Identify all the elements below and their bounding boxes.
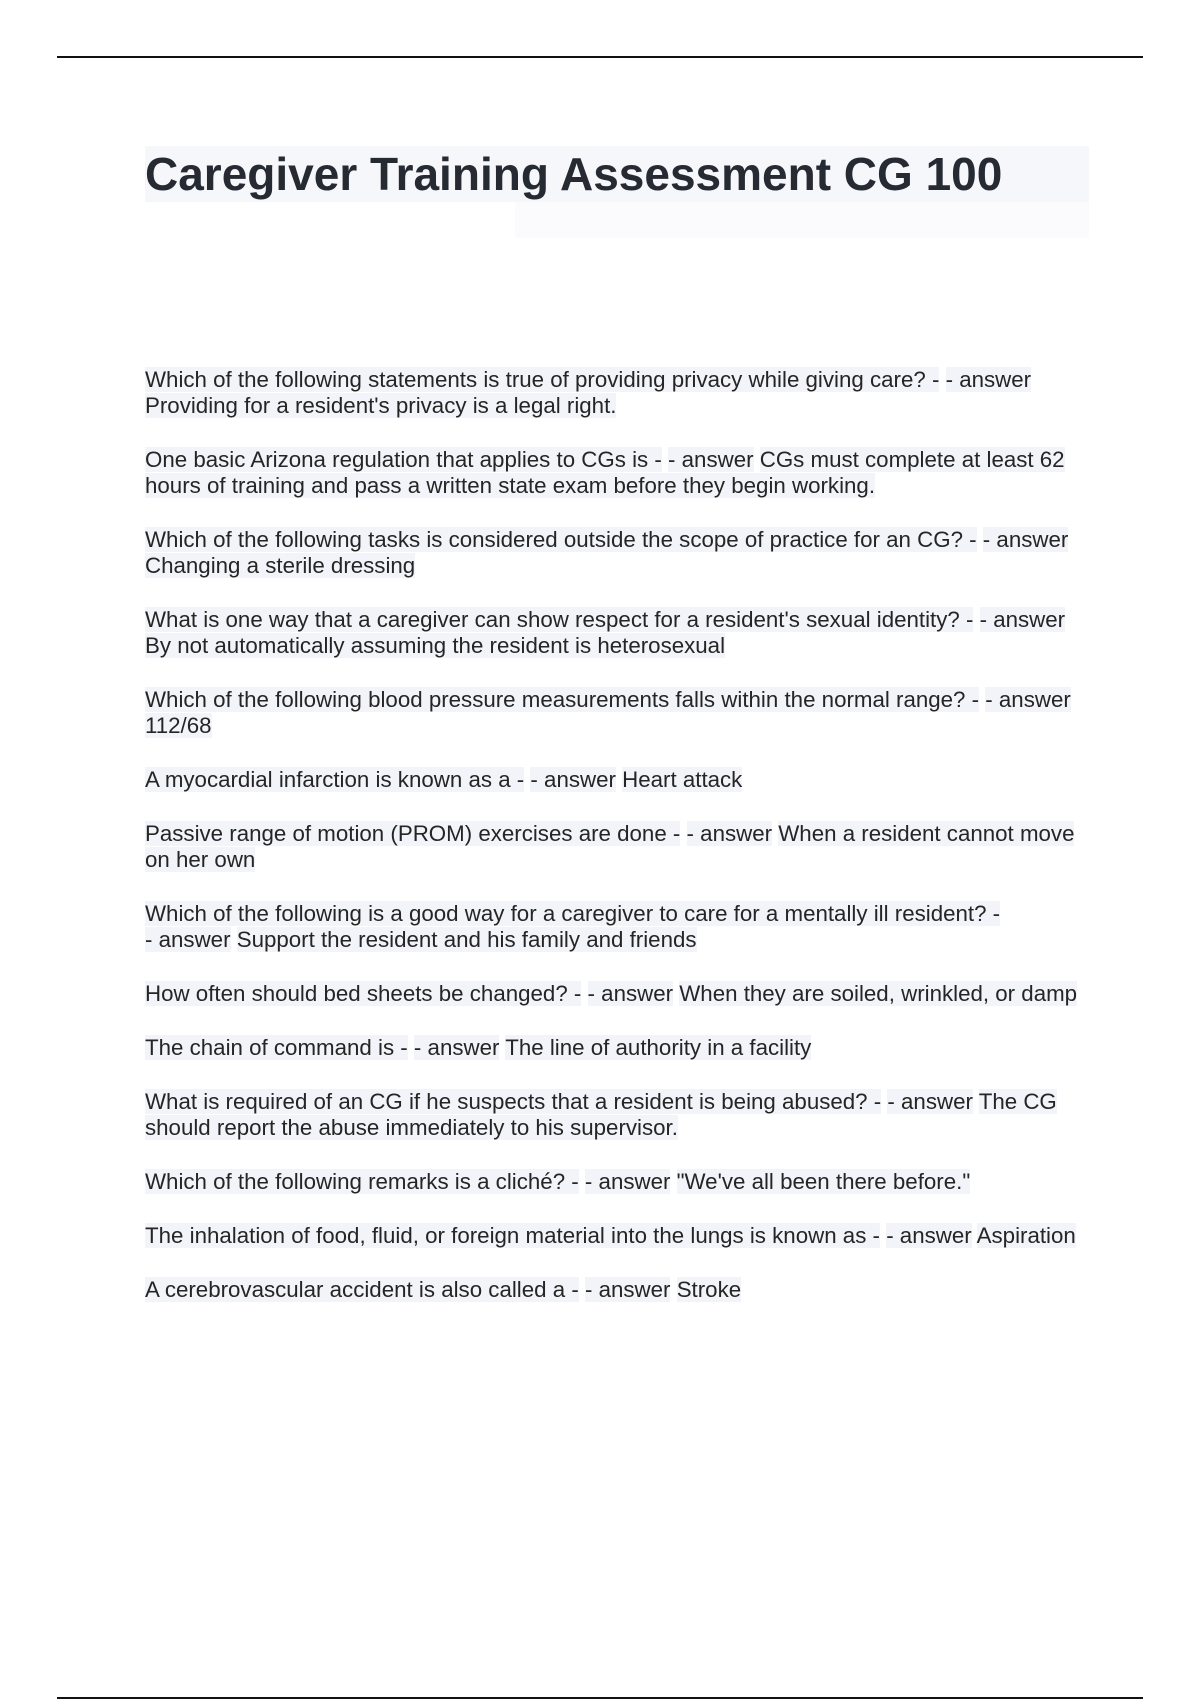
- answer-text: Changing a sterile dressing: [145, 553, 416, 578]
- answer-marker: - answer: [668, 447, 754, 472]
- answer-marker: - answer: [413, 1035, 500, 1060]
- question-text: What is required of an CG if he suspects that a resident is being abused? -: [145, 1089, 882, 1114]
- question-text: The inhalation of food, fluid, or foreign material into the lungs is known as -: [145, 1223, 880, 1248]
- answer-text: When they are soiled, wrinkled, or damp: [679, 981, 1078, 1006]
- answer-text: Stroke: [676, 1277, 742, 1302]
- question-text: Passive range of motion (PROM) exercises are done -: [145, 821, 681, 846]
- question-text: How often should bed sheets be changed? -: [145, 981, 582, 1006]
- answer-text: When a resident cannot move on her own: [145, 821, 1075, 872]
- qa-item: [145, 1089, 1090, 1141]
- qa-item: [145, 767, 1090, 793]
- answer-marker: - answer: [985, 687, 1071, 712]
- answer-marker: - answer: [584, 1277, 671, 1302]
- question-text: The chain of command is -: [145, 1035, 408, 1060]
- question-text: Which of the following blood pressure measurements falls within the normal range? -: [145, 687, 980, 712]
- bottom-rule: [57, 1697, 1143, 1699]
- answer-marker: - answer: [886, 1223, 972, 1248]
- answer-marker: - answer: [587, 981, 674, 1006]
- question-text: A myocardial infarction is known as a -: [145, 767, 525, 792]
- qa-item: [145, 1277, 1090, 1303]
- answer-text: 112/68: [145, 713, 212, 738]
- answer-marker: - answer: [686, 821, 773, 846]
- answer-text: By not automatically assuming the resident is heterosexual: [145, 633, 726, 658]
- qa-item: [145, 821, 1090, 873]
- title-highlight: [515, 202, 1089, 238]
- answer-text: Providing for a resident's privacy is a legal right.: [145, 393, 617, 418]
- question-text: One basic Arizona regulation that applies to CGs is -: [145, 447, 662, 472]
- answer-marker: - answer: [584, 1169, 671, 1194]
- qa-item: [145, 1223, 1090, 1249]
- qa-item: [145, 1035, 1090, 1061]
- qa-item: [145, 607, 1090, 659]
- answer-marker: - answer: [887, 1089, 973, 1114]
- question-text: Which of the following tasks is considered outside the scope of practice for an CG? -: [145, 527, 977, 552]
- answer-text: Aspiration: [976, 1223, 1076, 1248]
- qa-item: [145, 1169, 1090, 1195]
- qa-item: [145, 527, 1090, 579]
- answer-text: Heart attack: [622, 767, 743, 792]
- answer-text: "We've all been there before.": [676, 1169, 971, 1194]
- answer-marker: - answer: [945, 367, 1032, 392]
- question-text: Which of the following statements is true of providing privacy while giving care? -: [145, 367, 940, 392]
- qa-list: [145, 367, 1090, 1331]
- qa-item: [145, 367, 1090, 419]
- answer-marker: - answer: [145, 927, 231, 952]
- answer-text: The CG should report the abuse immediately to his supervisor.: [145, 1089, 1057, 1140]
- question-text: Which of the following remarks is a cliché? -: [145, 1169, 579, 1194]
- answer-text: The line of authority in a facility: [505, 1035, 812, 1060]
- question-text: A cerebrovascular accident is also called a -: [145, 1277, 579, 1302]
- document-title: Caregiver Training Assessment CG 100: [145, 146, 1089, 202]
- question-text: Which of the following is a good way for a caregiver to care for a mentally ill resident? -: [145, 901, 1001, 926]
- qa-item: [145, 687, 1090, 739]
- qa-item: [145, 447, 1090, 499]
- question-text: What is one way that a caregiver can show respect for a resident's sexual identity? -: [145, 607, 974, 632]
- answer-text: Support the resident and his family and friends: [236, 927, 697, 952]
- top-rule: [57, 56, 1143, 58]
- answer-text: CGs must complete at least 62 hours of training and pass a written state exam before they begin working.: [145, 447, 1065, 498]
- answer-marker: - answer: [979, 607, 1066, 632]
- answer-marker: - answer: [530, 767, 616, 792]
- qa-item: [145, 981, 1090, 1007]
- qa-item: [145, 901, 1090, 953]
- answer-marker: - answer: [982, 527, 1069, 552]
